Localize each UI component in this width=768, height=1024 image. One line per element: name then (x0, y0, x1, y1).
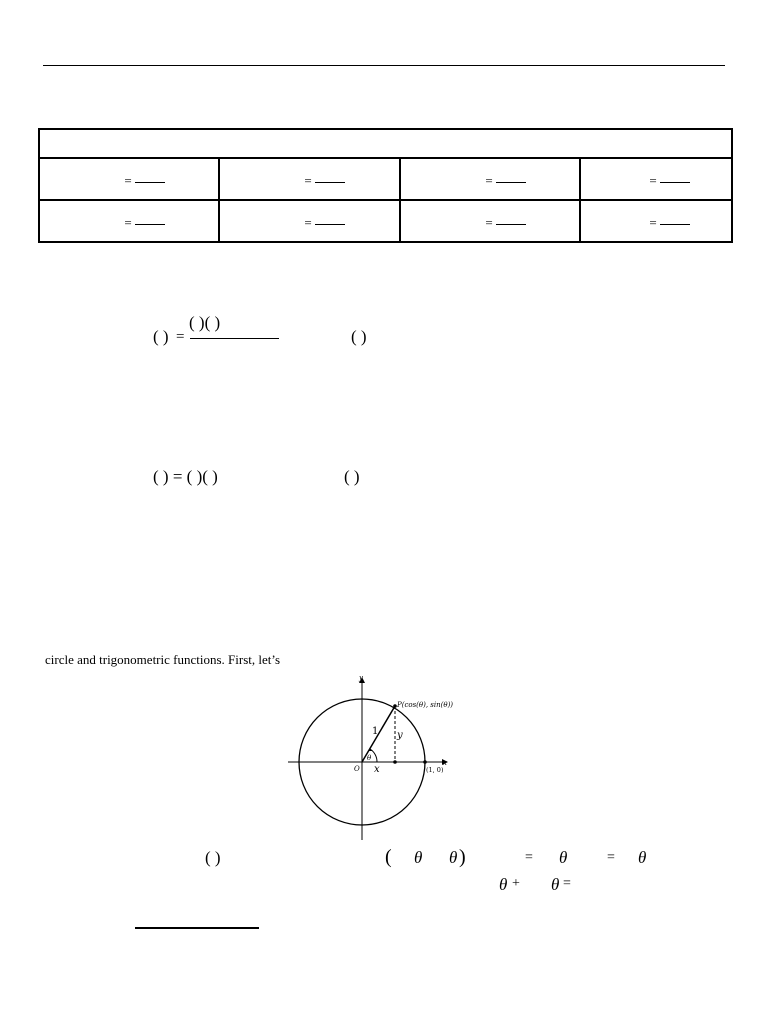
point-p-label: P(cos(θ), sin(θ)) (397, 701, 454, 709)
line3-theta-2: θ (449, 848, 458, 867)
table-header-row (39, 129, 732, 158)
angle-label: θ (367, 754, 372, 762)
line3-theta-4: θ (638, 848, 647, 867)
point-x (393, 760, 397, 764)
table-cell: = (219, 200, 400, 242)
eq1-fraction-bar (190, 338, 279, 339)
table-row (39, 200, 732, 242)
table-header-cell (39, 129, 732, 158)
eq1-numerator: ( )( ) (189, 313, 221, 332)
point-unit (423, 760, 427, 764)
eq1-left: ( ) (153, 327, 169, 346)
table-cell: = (219, 158, 400, 200)
vertical-label: y (397, 730, 403, 741)
eq2-right: ( ) (344, 467, 360, 486)
line4-plus: + (512, 876, 520, 891)
table-cell: = (580, 158, 732, 200)
line4-theta-a: θ (499, 875, 508, 894)
body-text: circle and trigonometric functions. First, let’s (45, 652, 281, 667)
line3-open-paren: ( (385, 846, 392, 868)
table-cell: = (400, 200, 580, 242)
eq1-equals: = (176, 329, 185, 345)
table-cell: = (400, 158, 580, 200)
header-rule (43, 65, 725, 66)
line4-equals: = (563, 876, 571, 891)
unit-point-label: (1, 0) (426, 766, 444, 774)
line3-close-paren: ) (459, 846, 466, 868)
unit-circle-svg (286, 672, 478, 842)
line4-theta-b: θ (551, 875, 560, 894)
radius-label: 1 (372, 726, 379, 737)
line3-paren: ( ) (205, 848, 221, 867)
table-cell: = (39, 158, 219, 200)
identity-table (38, 128, 733, 243)
underline-rule (135, 927, 259, 929)
eq1-right: ( ) (351, 327, 367, 346)
horizontal-label: x (374, 764, 380, 775)
x-axis-label: x (443, 759, 447, 767)
origin-label: O (354, 765, 360, 773)
line3-equals-a: = (525, 850, 533, 865)
table-cell: = (39, 200, 219, 242)
line3-theta-1: θ (414, 848, 423, 867)
line3-theta-3: θ (559, 848, 568, 867)
eq2-expression: ( ) = ( )( ) (153, 467, 218, 486)
table-row (39, 158, 732, 200)
y-axis-label: y (359, 674, 363, 682)
line3-equals-b: = (607, 850, 615, 865)
table-cell: = (580, 200, 732, 242)
unit-circle-figure (286, 672, 478, 842)
